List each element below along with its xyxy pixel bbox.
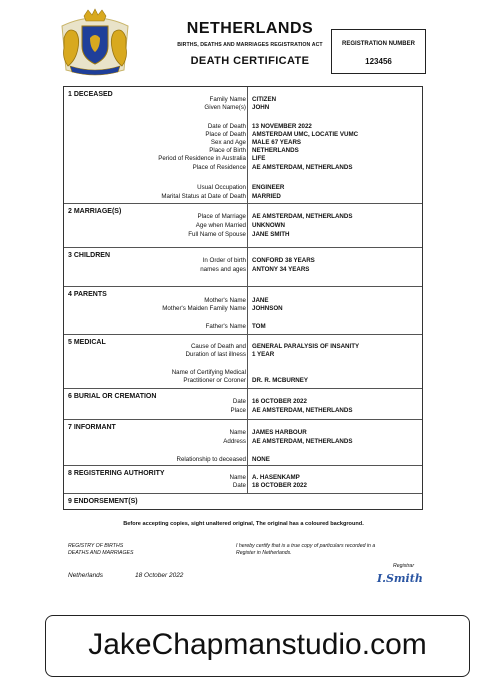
field-label: Name bbox=[229, 429, 246, 436]
issue-place: Netherlands bbox=[68, 572, 104, 579]
field-value: UNKNOWN bbox=[252, 222, 285, 229]
field-value: NONE bbox=[252, 456, 270, 463]
section-parents bbox=[64, 287, 422, 335]
field-row bbox=[64, 377, 422, 385]
field-value: A. HASENKAMP bbox=[252, 474, 300, 481]
certification-line: I hereby certify that is a true copy of particulars recorded in a bbox=[236, 543, 376, 549]
section-title: 6 BURIAL OR CREMATION bbox=[68, 393, 157, 400]
field-label: Date of Death bbox=[207, 123, 246, 130]
field-row bbox=[64, 184, 422, 192]
field-value: AE AMSTERDAM, NETHERLANDS bbox=[252, 438, 353, 445]
field-row bbox=[64, 104, 422, 112]
certificate-title: DEATH CERTIFICATE bbox=[190, 55, 310, 67]
field-row bbox=[64, 474, 422, 482]
registrar-label: Registrar bbox=[393, 563, 415, 569]
field-label: Relationship to deceased bbox=[176, 456, 246, 463]
field-value: ANTONY 34 YEARS bbox=[252, 266, 310, 273]
section-title: 3 CHILDREN bbox=[68, 252, 111, 259]
field-label: Place of Marriage bbox=[197, 213, 246, 220]
field-row bbox=[64, 257, 422, 265]
field-row bbox=[64, 305, 422, 313]
field-label: Given Name(s) bbox=[204, 104, 246, 111]
field-label: Usual Occupation bbox=[197, 184, 246, 191]
field-row bbox=[64, 438, 422, 446]
section-burial bbox=[64, 389, 422, 420]
field-row bbox=[64, 343, 422, 351]
field-label: Date bbox=[232, 482, 246, 489]
field-value: AE AMSTERDAM, NETHERLANDS bbox=[252, 164, 353, 171]
field-label: Family Name bbox=[209, 96, 246, 103]
field-value: LIFE bbox=[252, 155, 266, 162]
field-row bbox=[64, 213, 422, 221]
section-endorsement bbox=[64, 494, 422, 511]
field-value: AE AMSTERDAM, NETHERLANDS bbox=[252, 407, 353, 414]
field-row bbox=[64, 369, 422, 377]
certification-line: Register in Netherlands. bbox=[236, 550, 292, 556]
registry-line: REGISTRY OF BIRTHS bbox=[68, 543, 124, 549]
field-label: Place of Death bbox=[205, 131, 246, 138]
section-marriage bbox=[64, 204, 422, 248]
field-value: 13 NOVEMBER 2022 bbox=[252, 123, 312, 130]
field-label: Mother's Name bbox=[204, 297, 246, 304]
field-label: Name of Certifying Medical bbox=[171, 369, 246, 376]
field-label: Place bbox=[230, 407, 246, 414]
registry-label bbox=[68, 543, 133, 557]
field-label: Cause of Death and bbox=[190, 343, 246, 350]
field-label: In Order of birth bbox=[202, 257, 246, 264]
copy-notice: Before accepting copies, sight unaltered original, The original has a coloured background. bbox=[123, 521, 364, 527]
field-value: ENGINEER bbox=[252, 184, 285, 191]
field-row bbox=[64, 147, 422, 155]
field-value: JOHN bbox=[252, 104, 270, 111]
coat-of-arms-icon bbox=[54, 8, 136, 76]
field-label: Name bbox=[229, 474, 246, 481]
field-label: Mother's Maiden Family Name bbox=[162, 305, 246, 312]
field-label: Full Name of Spouse bbox=[188, 231, 246, 238]
field-label: Address bbox=[223, 438, 246, 445]
section-title: 5 MEDICAL bbox=[68, 339, 106, 346]
section-medical bbox=[64, 335, 422, 389]
section-title: 8 REGISTERING AUTHORITY bbox=[68, 470, 165, 477]
field-label: Place of Birth bbox=[209, 147, 246, 154]
field-value: TOM bbox=[252, 323, 266, 330]
section-title: 7 INFORMANT bbox=[68, 424, 116, 431]
field-label: Place of Residence bbox=[192, 164, 246, 171]
watermark-banner bbox=[45, 615, 470, 677]
field-row bbox=[64, 266, 422, 274]
field-label: Marital Status at Date of Death bbox=[161, 193, 246, 200]
field-row bbox=[64, 139, 422, 147]
field-label: Duration of last illness bbox=[185, 351, 246, 358]
field-value: CITIZEN bbox=[252, 96, 277, 103]
section-informant bbox=[64, 420, 422, 466]
field-value: 18 OCTOBER 2022 bbox=[252, 482, 307, 489]
section-title: 9 ENDORSEMENT(S) bbox=[68, 498, 138, 505]
field-value: JAMES HARBOUR bbox=[252, 429, 307, 436]
section-title: 4 PARENTS bbox=[68, 291, 107, 298]
field-row bbox=[64, 297, 422, 305]
field-value: JANE bbox=[252, 297, 269, 304]
field-value: AMSTERDAM UMC, LOCATIE VUMC bbox=[252, 131, 359, 138]
section-children bbox=[64, 248, 422, 287]
field-row bbox=[64, 323, 422, 331]
field-row bbox=[64, 96, 422, 104]
field-label: names and ages bbox=[200, 266, 246, 273]
certification-statement bbox=[236, 543, 375, 557]
field-value: GENERAL PARALYSIS OF INSANITY bbox=[252, 343, 360, 350]
field-value: MALE 67 YEARS bbox=[252, 139, 302, 146]
registration-number: 123456 bbox=[365, 57, 392, 66]
issue-date: 18 October 2022 bbox=[135, 572, 184, 579]
field-row bbox=[64, 456, 422, 464]
field-row bbox=[64, 482, 422, 490]
field-value: JANE SMITH bbox=[252, 231, 290, 238]
field-value: MARRIED bbox=[252, 193, 281, 200]
section-deceased bbox=[64, 87, 422, 204]
section-registering-authority bbox=[64, 466, 422, 494]
field-label: Period of Residence in Australia bbox=[158, 155, 246, 162]
act-subtitle: BIRTHS, DEATHS AND MARRIAGES REGISTRATION ACT bbox=[177, 42, 323, 48]
field-row bbox=[64, 222, 422, 230]
country-title: NETHERLANDS bbox=[186, 20, 314, 37]
field-value: JOHNSON bbox=[252, 305, 283, 312]
field-value: CONFORD 38 YEARS bbox=[252, 257, 315, 264]
certificate-table bbox=[63, 86, 423, 510]
section-title: 1 DECEASED bbox=[68, 91, 113, 98]
registration-label: REGISTRATION NUMBER bbox=[342, 41, 415, 47]
registrar-signature: I.Smith bbox=[377, 572, 423, 585]
watermark-text: JakeChapmanstudio.com bbox=[88, 628, 427, 661]
field-value: AE AMSTERDAM, NETHERLANDS bbox=[252, 213, 353, 220]
registry-line: DEATHS AND MARRIAGES bbox=[68, 550, 134, 556]
field-value: DR. R. MCBURNEY bbox=[252, 377, 309, 384]
field-label: Practitioner or Coroner bbox=[183, 377, 246, 384]
field-row bbox=[64, 407, 422, 415]
field-label: Sex and Age bbox=[210, 139, 246, 146]
field-value: NETHERLANDS bbox=[252, 147, 299, 154]
field-row bbox=[64, 231, 422, 239]
registration-box bbox=[331, 29, 426, 74]
field-row bbox=[64, 123, 422, 131]
field-label: Age when Married bbox=[195, 222, 246, 229]
field-row bbox=[64, 164, 422, 172]
field-row bbox=[64, 131, 422, 139]
field-row bbox=[64, 351, 422, 359]
section-title: 2 MARRIAGE(S) bbox=[68, 208, 122, 215]
field-row bbox=[64, 429, 422, 437]
field-row bbox=[64, 398, 422, 406]
field-value: 1 YEAR bbox=[252, 351, 275, 358]
field-label: Date bbox=[232, 398, 246, 405]
field-row bbox=[64, 155, 422, 163]
field-row bbox=[64, 193, 422, 201]
field-label: Father's Name bbox=[205, 323, 246, 330]
field-value: 16 OCTOBER 2022 bbox=[252, 398, 307, 405]
